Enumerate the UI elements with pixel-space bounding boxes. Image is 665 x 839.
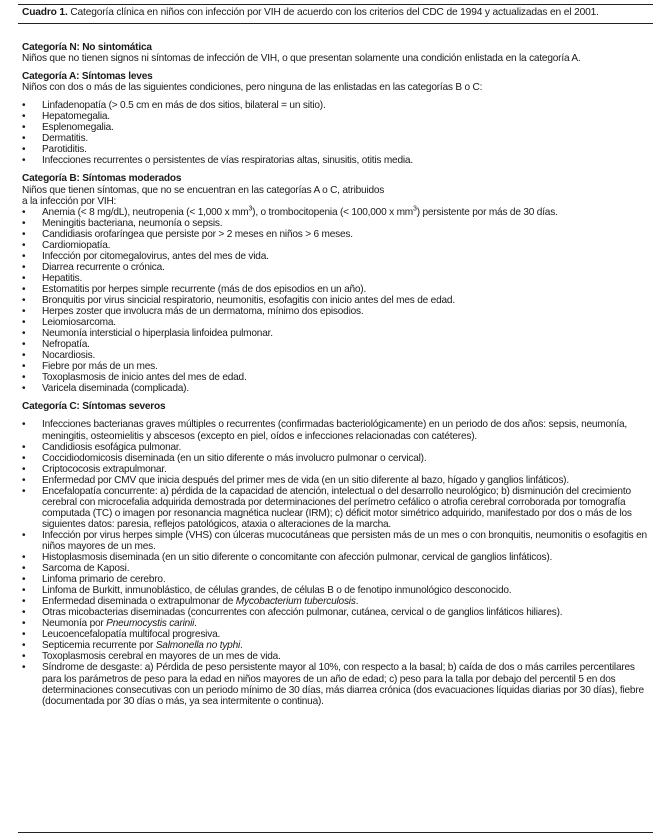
list-item: • Hepatomegalia. [22, 111, 656, 122]
item-text: Septicemia recurrente por [42, 640, 156, 652]
list-item: • Leucoencefalopatía multifocal progresiva. [22, 629, 656, 640]
caption-label: Cuadro 1. [22, 7, 68, 18]
list-item: • Fiebre por más de un mes. [22, 361, 656, 372]
anemia-text: Anemia (< 8 mg/dL), neutropenia (< 1,000 x mm [42, 206, 249, 218]
superscript: 3 [413, 205, 417, 213]
species-name: Mycobacterium tuberculosis [235, 596, 356, 608]
list-item: • Otras micobacterias diseminadas (concurrentes con afección pulmonar, cutánea, cervical o de ganglios linfáticos hiliares). [22, 607, 656, 618]
list-item: • Criptococosis extrapulmonar. [22, 464, 656, 475]
list-item: • Bronquitis por virus sincicial respiratorio, neumonitis, esofagitis con inicio antes del mes de edad. [22, 295, 656, 306]
list-item-salmonella [22, 640, 656, 651]
list-item: • Hepatitis. [22, 273, 656, 284]
table-caption [22, 6, 652, 19]
item-text: Enfermedad diseminada o extrapulmonar de [42, 596, 236, 608]
list-item-mycobacterium [22, 596, 656, 607]
category-a [22, 71, 656, 166]
category-a-list [22, 100, 656, 166]
anemia-text: ) persistente por más de 30 días. [416, 206, 558, 218]
list-item: • Dermatitis. [22, 133, 656, 144]
anemia-text: ), o trombocitopenia (< 100,000 x mm [252, 206, 413, 218]
category-c [22, 401, 656, 706]
category-n [22, 42, 656, 64]
list-item: • Estomatitis por herpes simple recurrente (más de dos episodios en un año). [22, 284, 656, 295]
list-item: • Encefalopatía concurrente: a) pérdida de la capacidad de atención, intelectual o del desarrollo neurológico; b) disminución del crecimiento cerebral con microcefalia adquirida demostrada por determinaciones del perímetro cefálico o atrofia cerebral corroborada por tomografía computada (TC) o imagen por resonancia magnética nuclear (IRM); c) déficit motor simétrico adquirido, manifestado por dos o más de los siguientes datos: paresia, reflejos patológicos, ataxia o alteraciones de la marcha. [22, 486, 656, 530]
category-description: Niños que no tienen signos ni síntomas de infección de VIH, o que presentan solamente una condición enlistada en la categoría A. [22, 53, 581, 65]
caption-rule [18, 23, 653, 24]
list-item: • Varicela diseminada (complicada). [22, 383, 656, 394]
category-b-list [22, 207, 656, 395]
bottom-rule [18, 832, 653, 833]
superscript: 3 [248, 205, 253, 213]
list-item: • Esplenomegalia. [22, 122, 656, 133]
category-description: Niños con dos o más de las siguientes condiciones, pero ninguna de las enlistadas en las categorías B o C: [22, 82, 483, 94]
list-item: • Nocardiosis. [22, 350, 656, 361]
category-c-list [22, 419, 656, 706]
list-item: • Toxoplasmosis cerebral en mayores de un mes de vida. [22, 651, 656, 662]
list-item: • Linfoma primario de cerebro. [22, 574, 656, 585]
item-text: . [194, 618, 197, 630]
list-item: • Nefropatía. [22, 339, 656, 350]
category-title: Categoría C: Síntomas severos [22, 401, 166, 413]
list-item-anemia [22, 207, 656, 218]
list-item: • Neumonía intersticial o hiperplasia linfoidea pulmonar. [22, 328, 656, 339]
list-item: • Infección por virus herpes simple (VHS) con úlceras mucocutáneas que persisten más de un mes o con bronquitis, neumonitis o esofagitis en niños mayores de un mes. [22, 530, 656, 552]
top-rule [18, 4, 653, 5]
list-item: • Linfoma de Burkitt, inmunoblástico, de células grandes, de células B o de fenotipo inmunológico desconocido. [22, 585, 656, 596]
list-item: • Infección por citomegalovirus, antes del mes de vida. [22, 251, 656, 262]
list-item: • Candidiosis esofágica pulmonar. [22, 442, 656, 453]
category-title: Categoría A: Síntomas leves [22, 71, 153, 83]
list-item: • Coccidiodomicosis diseminada (en un sitio diferente o más involucro pulmonar o cervical). [22, 453, 656, 464]
list-item: • Síndrome de desgaste: a) Pérdida de peso persistente mayor al 10%, con respecto a la basal; b) caída de dos o más carriles percentilares para los parámetros de peso para la edad en niños mayores de un año de edad; c) peso para la talla por debajo del percentil 5 en dos determinaciones consecutivas con un periodo mínimo de 30 días, más diarrea crónica (dos evacuaciones líquidas diarias por 30 días), fiebre (documentada por 30 días o más, ya sea intermitente o continua). [22, 662, 656, 706]
list-item-pneumocystis [22, 618, 656, 629]
category-b [22, 173, 656, 394]
list-item: • Toxoplasmosis de inicio antes del mes de edad. [22, 372, 656, 383]
species-name: Salmonella no typhi [155, 640, 241, 652]
item-text: . [355, 596, 359, 608]
table-body [22, 42, 656, 707]
list-item: • Histoplasmosis diseminada (en un sitio diferente o concomitante con afección pulmonar, cervical de ganglios linfáticos). [22, 552, 656, 563]
list-item: • Infecciones bacterianas graves múltiples o recurrentes (confirmadas bacteriológicamente) en un periodo de dos años: sepsis, neumonía, meningitis, osteomielitis y abscesos (excepto en piel, oídos e infecciones relacionadas con catéteres). [22, 419, 656, 441]
species-name: Pneumocystis carinii [106, 618, 195, 630]
caption-text: Categoría clínica en niños con infección por VIH de acuerdo con los criterios del CDC de 1994 y actualizadas en el 2001. [70, 7, 599, 18]
list-item: • Enfermedad por CMV que inicia después del primer mes de vida (en un sitio diferente al bazo, hígado y ganglios linfáticos). [22, 475, 656, 486]
list-item: • Cardiomiopatía. [22, 240, 656, 251]
list-item: • Candidiasis orofaríngea que persiste por > 2 meses en niños > 6 meses. [22, 229, 656, 240]
list-item: • Meningitis bacteriana, neumonía o sepsis. [22, 218, 656, 229]
category-title: Categoría N: No sintomática [22, 42, 152, 53]
list-item: • Diarrea recurrente o crónica. [22, 262, 656, 273]
list-item: • Parotiditis. [22, 144, 656, 155]
category-description: Niños que tienen síntomas, que no se encuentran en las categorías A o C, atribuidos [22, 184, 385, 196]
category-description-cont: a la infección por VIH: [22, 195, 117, 207]
item-text: . [240, 640, 243, 652]
list-item: • Infecciones recurrentes o persistentes de vías respiratorias altas, sinusitis, otitis media. [22, 155, 656, 166]
list-item: • Herpes zoster que involucra más de un dermatoma, mínimo dos episodios. [22, 306, 656, 317]
list-item: • Linfadenopatía (> 0.5 cm en más de dos sitios, bilateral = un sitio). [22, 100, 656, 111]
list-item: • Leiomiosarcoma. [22, 317, 656, 328]
list-item: • Sarcoma de Kaposi. [22, 563, 656, 574]
item-text: Neumonía por [42, 618, 107, 630]
category-title: Categoría B: Síntomas moderados [22, 173, 182, 185]
